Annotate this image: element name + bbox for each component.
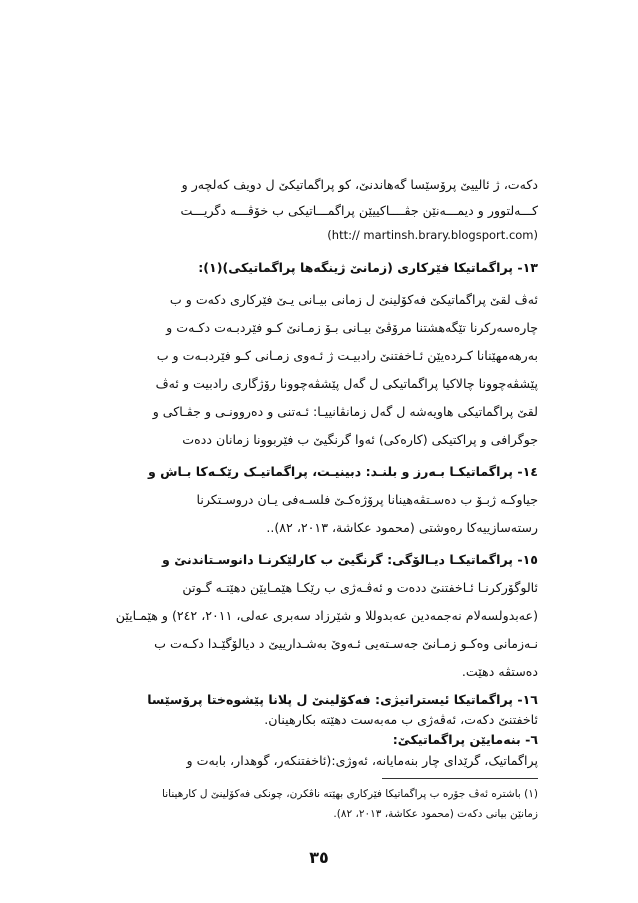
section-heading-16: ١٦- پراگماتیکا ئیستراتیژی: فەکۆلینێ ل پلانا پێشوەختا پرۆسێسا [147, 692, 538, 707]
text-line: دکەت، ژ ئالییێ پرۆسێسا گەهاندنێ، کو پراگماتیکێ ل دویف کەلچەر و [181, 177, 538, 192]
text-line: جوگرافی و پراکتیکی (کارەکی) ئەوا گرنگیێ ب فێربوونا زمانان ددەت [182, 432, 538, 447]
text-line: رستەسازییەکا رەوشتی (محمود عکاشة، ٢٠١٣، ٨٢).. [266, 520, 538, 535]
url-reference: (htt:// martinsh.brary.blogsport.com) [327, 228, 538, 242]
text-line: (عەبدولسەلام نەجمەدین عەبدوللا و شێرزاد سەبری عەلی، ٢٠١١، ٢٤٢) و هێمـایێن [115, 608, 538, 623]
footnote: زمانێن بیانی دکەت (محمود عکاشة، ٢٠١٣، ٨٢). [333, 808, 538, 820]
text-line: کـــەلتوور و دیمـــەنێن جڤــــاکییێن پراگمـــاتیکی ب خۆڤـــە دگریـــت [180, 203, 538, 218]
text-line: ئەڤ لقێ پراگماتیکێ فەکۆلینێ ل زمانی بیـانی یـێ فێرکاری دکەت و ب [169, 292, 538, 307]
text-line: نـەزمانی وەکـو زمـانێ جەسـتەیی ئـەوێ بەشـدارییێ د دیالۆگێـدا دکـەت ب [154, 636, 538, 651]
text-line: ئالوگۆرکرنـا ئـاخفتنێ ددەت و ئەڤـەژی ب رێکـا هێمـایێن دهێتـە گـوتن [182, 580, 538, 595]
text-line: جیاوکـە ژبـۆ ب دەسـتڤەهینانا پرۆژەکـێ فلسـەفی یـان دروسـتکرنا [196, 492, 538, 507]
footnote-divider [382, 778, 538, 779]
text-line: لقێ پراگماتیکی هاویەشە ل گەل زمانڤانییـا: ئـەتنی و دەروونـی و جڤـاکی و [152, 404, 538, 419]
text-line: ئاخفتنێ دکەت، ئەڤەژی ب مەبەست دهێتە بکارهینان. [264, 712, 538, 727]
section-heading-13: ١٣- پراگماتیکا فێرکاری (زمانێ ژینگەها پراگماتیکی)(١): [198, 260, 538, 275]
text-line: چارەسەرکرنا تێگەهشتنا مرۆڤێ بیـانی بـۆ زمـانێ کـو فێردبـەت دکـەت و [166, 320, 538, 335]
text-line: پراگماتیک، گرێدای چار بنەمایانە، ئەوژی:(ئاخفتنکەر، گوهدار، بابەت و [186, 753, 538, 768]
section-heading-15: ١٥- پراگماتیکـا دیـالۆگی: گرنگیێ ب کارلێکرنـا دانوسـتاندنێ و [162, 552, 538, 567]
text-line: پێشڤەچوونا چالاکیا پراگماتیکی ل گەل پێشڤەچوونا رۆژگاری رادبیت و ئەڤ [155, 376, 538, 391]
text-line: دەستڤە دهێت. [461, 664, 538, 679]
footnote: (١) باشترە ئەڤ جۆرە ب پراگماتیکا فێرکاری بهێتە ناڤکرن، چونکی فەکۆلینێ ل کارهینانا [162, 788, 538, 800]
text-line: بەرهەمهێنانا کـردەیێن ئـاخفتنێ رادبیـت ژ ئـەوی زمـانی کـو فێردبـەت و ب [156, 348, 538, 363]
section-heading-6: ٦- بنەمایێن پراگماتیکێ: [392, 732, 538, 747]
page-number: ٣٥ [309, 848, 329, 867]
section-heading-14: ١٤- پراگماتیکـا بـەرز و بلنـد: دبینیـت، پراگماتیـک رێکـەکا بـاش و [147, 464, 538, 479]
